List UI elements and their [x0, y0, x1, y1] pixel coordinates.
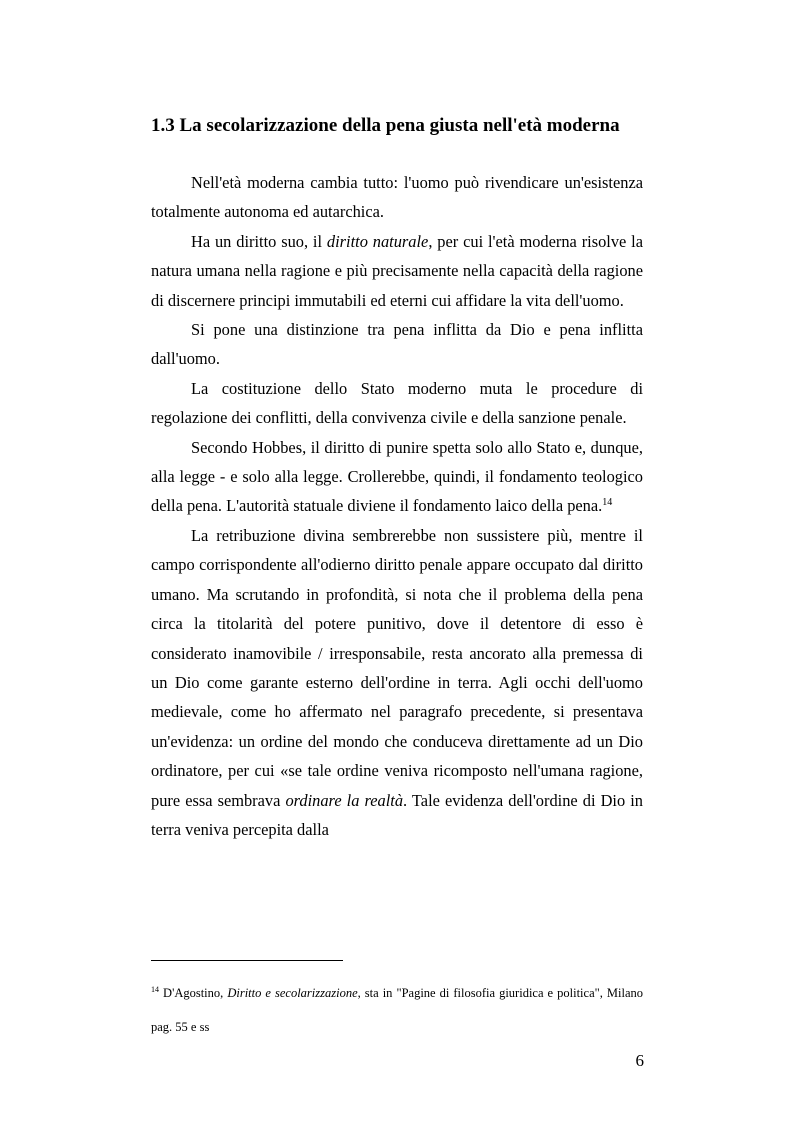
- footnote-reference: 14: [602, 497, 613, 509]
- paragraph-3: Si pone una distinzione tra pena inflitta da Dio e pena inflitta dall'uomo.: [151, 320, 643, 369]
- paragraph-2-text-start: Ha un diritto suo, il: [191, 231, 327, 251]
- paragraph-6: [151, 521, 643, 844]
- page-number: 6: [635, 1051, 644, 1070]
- footnote-number: 14: [151, 985, 159, 994]
- paragraph-6-text-end: . Tale evidenza dell'ordine di Dio in terra veniva percepita dalla: [151, 790, 643, 839]
- footnote: [151, 976, 643, 1044]
- footnote-title: Diritto e secolarizzazione: [227, 986, 358, 1000]
- footnote-author: D'Agostino,: [159, 986, 228, 1000]
- paragraph-5-text: Secondo Hobbes, il diritto di punire spetta solo allo Stato e, dunque, alla legge - e solo alla legge. Crollerebbe, quindi, il fondamento teologico della pena. L'autorità statuale diviene il fondamento laico della pena.: [151, 437, 643, 516]
- paragraph-6-text-start: La retribuzione divina sembrerebbe non sussistere più, mentre il campo corrispondente all'odierno diritto penale appare occupato dal diritto umano. Ma scrutando in profondità, si nota che il problema della pena circa la titolarità del potere punitivo, dove il detentore di esso è considerato inamovibile / irresponsabile, resta ancorato alla premessa di un Dio come garante esterno dell'ordine in terra. Agli occhi dell'uomo medievale, come ho affermato nel paragrafo precedente, si presentava un'evidenza: un ordine del mondo che conduceva direttamente ad un Dio ordinatore, per cui «se tale ordine veniva ricomposto nell'umana ragione, pure essa sembrava: [151, 525, 643, 810]
- footnote-separator: [151, 960, 343, 961]
- section-heading: 1.3 La secolarizzazione della pena giusta nell'età moderna: [151, 115, 620, 136]
- footnote-source: , sta in "Pagine di filosofia giuridica e politica", Milano pag. 55 e ss: [151, 986, 643, 1034]
- body-text: [151, 168, 643, 844]
- paragraph-5: [151, 433, 643, 521]
- paragraph-2-text-end: , per cui l'età moderna risolve la natura umana nella ragione e più precisamente nella capacità della ragione di discernere principi immutabili ed eterni cui affidare la vita dell'uomo.: [151, 231, 644, 310]
- paragraph-4: La costituzione dello Stato moderno muta le procedure di regolazione dei conflitti, della convivenza civile e della sanzione penale.: [151, 378, 643, 428]
- paragraph-2: [151, 227, 643, 315]
- paragraph-6-italic: ordinare la realtà: [285, 790, 404, 810]
- paragraph-2-italic: diritto naturale: [326, 231, 429, 251]
- paragraph-1: Nell'età moderna cambia tutto: l'uomo può rivendicare un'esistenza totalmente autonoma ed autarchica.: [151, 173, 643, 222]
